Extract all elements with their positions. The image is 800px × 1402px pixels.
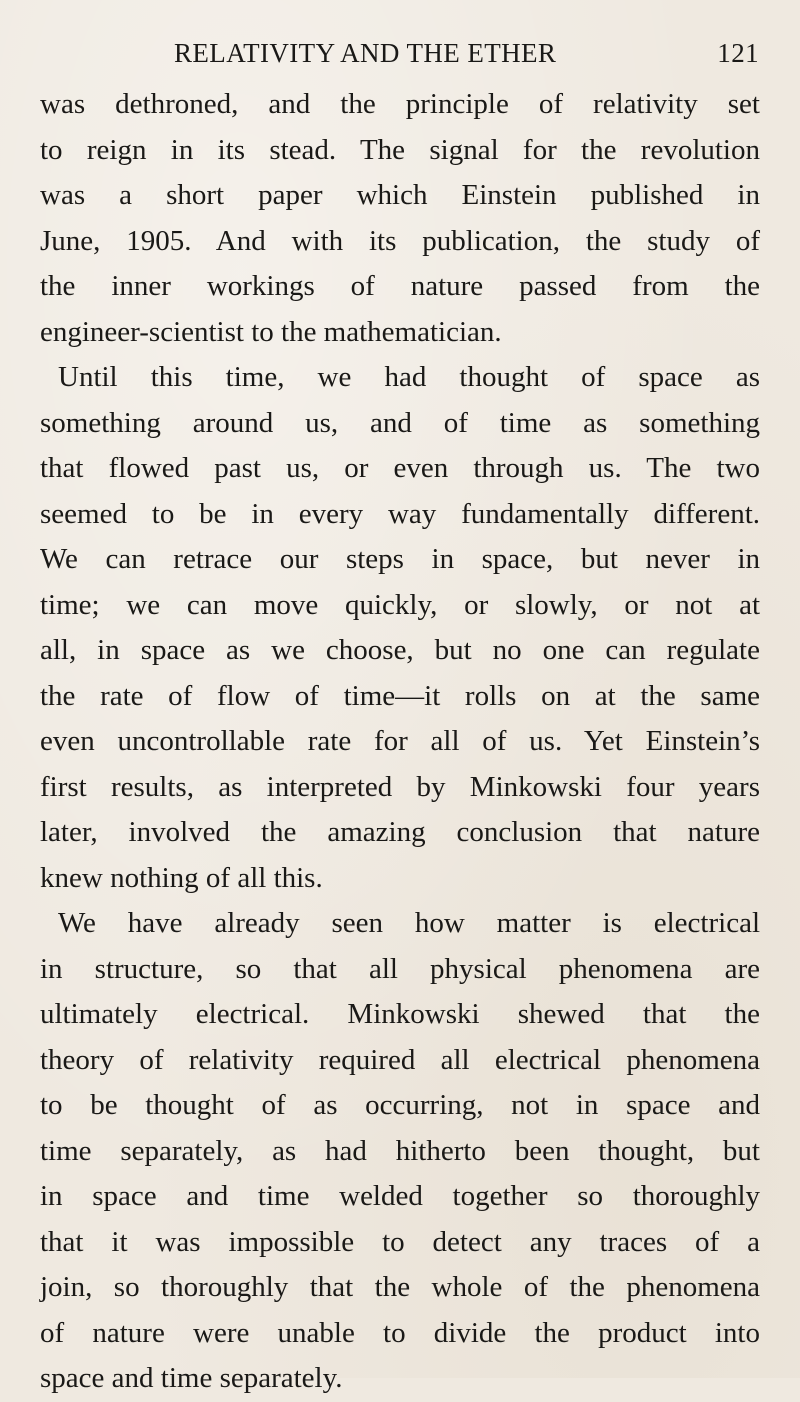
text-line: seemed to be in every way fundamentally different. bbox=[40, 497, 760, 530]
text-line: the rate of flow of time—it rolls on at the same bbox=[40, 679, 760, 712]
text-line: later, involved the amazing conclusion that nature bbox=[40, 816, 760, 848]
text-line: June, 1905. And with its publication, the study of bbox=[40, 224, 760, 257]
text-line: even uncontrollable rate for all of us. Yet Einstein’s bbox=[40, 725, 760, 757]
running-head bbox=[174, 38, 759, 78]
text-line: the inner workings of nature passed from the bbox=[40, 270, 760, 302]
text-line: Until this time, we had thought of space as bbox=[58, 361, 760, 393]
text-line: was a short paper which Einstein published in bbox=[40, 179, 760, 211]
text-line: something around us, and of time as something bbox=[40, 406, 760, 439]
text-line: all, in space as we choose, but no one can regulate bbox=[40, 634, 760, 666]
page-number: 121 bbox=[717, 38, 759, 68]
text-line: We have already seen how matter is electrical bbox=[58, 907, 760, 939]
text-line: that it was impossible to detect any traces of a bbox=[40, 1225, 760, 1258]
text-line: was dethroned, and the principle of relativity set bbox=[40, 88, 760, 120]
text-line: We can retrace our steps in space, but never in bbox=[40, 543, 760, 575]
text-line: of nature were unable to divide the product into bbox=[40, 1316, 760, 1349]
text-line: to be thought of as occurring, not in space and bbox=[40, 1089, 760, 1121]
body-text bbox=[40, 82, 760, 1402]
text-line: knew nothing of all this. bbox=[40, 861, 323, 894]
text-line: that flowed past us, or even through us. The two bbox=[40, 452, 760, 484]
text-line: theory of relativity required all electrical phenomena bbox=[40, 1043, 760, 1076]
text-line: time separately, as had hitherto been thought, but bbox=[40, 1134, 760, 1167]
text-line: to reign in its stead. The signal for the revolution bbox=[40, 133, 760, 166]
text-line: first results, as interpreted by Minkowski four years bbox=[40, 770, 760, 803]
running-title: RELATIVITY AND THE ETHER bbox=[174, 38, 557, 68]
text-line: space and time separately. bbox=[40, 1362, 343, 1394]
text-line: join, so thoroughly that the whole of the phenomena bbox=[40, 1271, 760, 1303]
text-line: engineer-scientist to the mathematician. bbox=[40, 315, 502, 348]
text-line: ultimately electrical. Minkowski shewed that the bbox=[40, 998, 760, 1030]
text-line: in space and time welded together so thoroughly bbox=[40, 1180, 760, 1212]
text-line: time; we can move quickly, or slowly, or not at bbox=[40, 588, 760, 621]
text-line: in structure, so that all physical phenomena are bbox=[40, 952, 760, 985]
